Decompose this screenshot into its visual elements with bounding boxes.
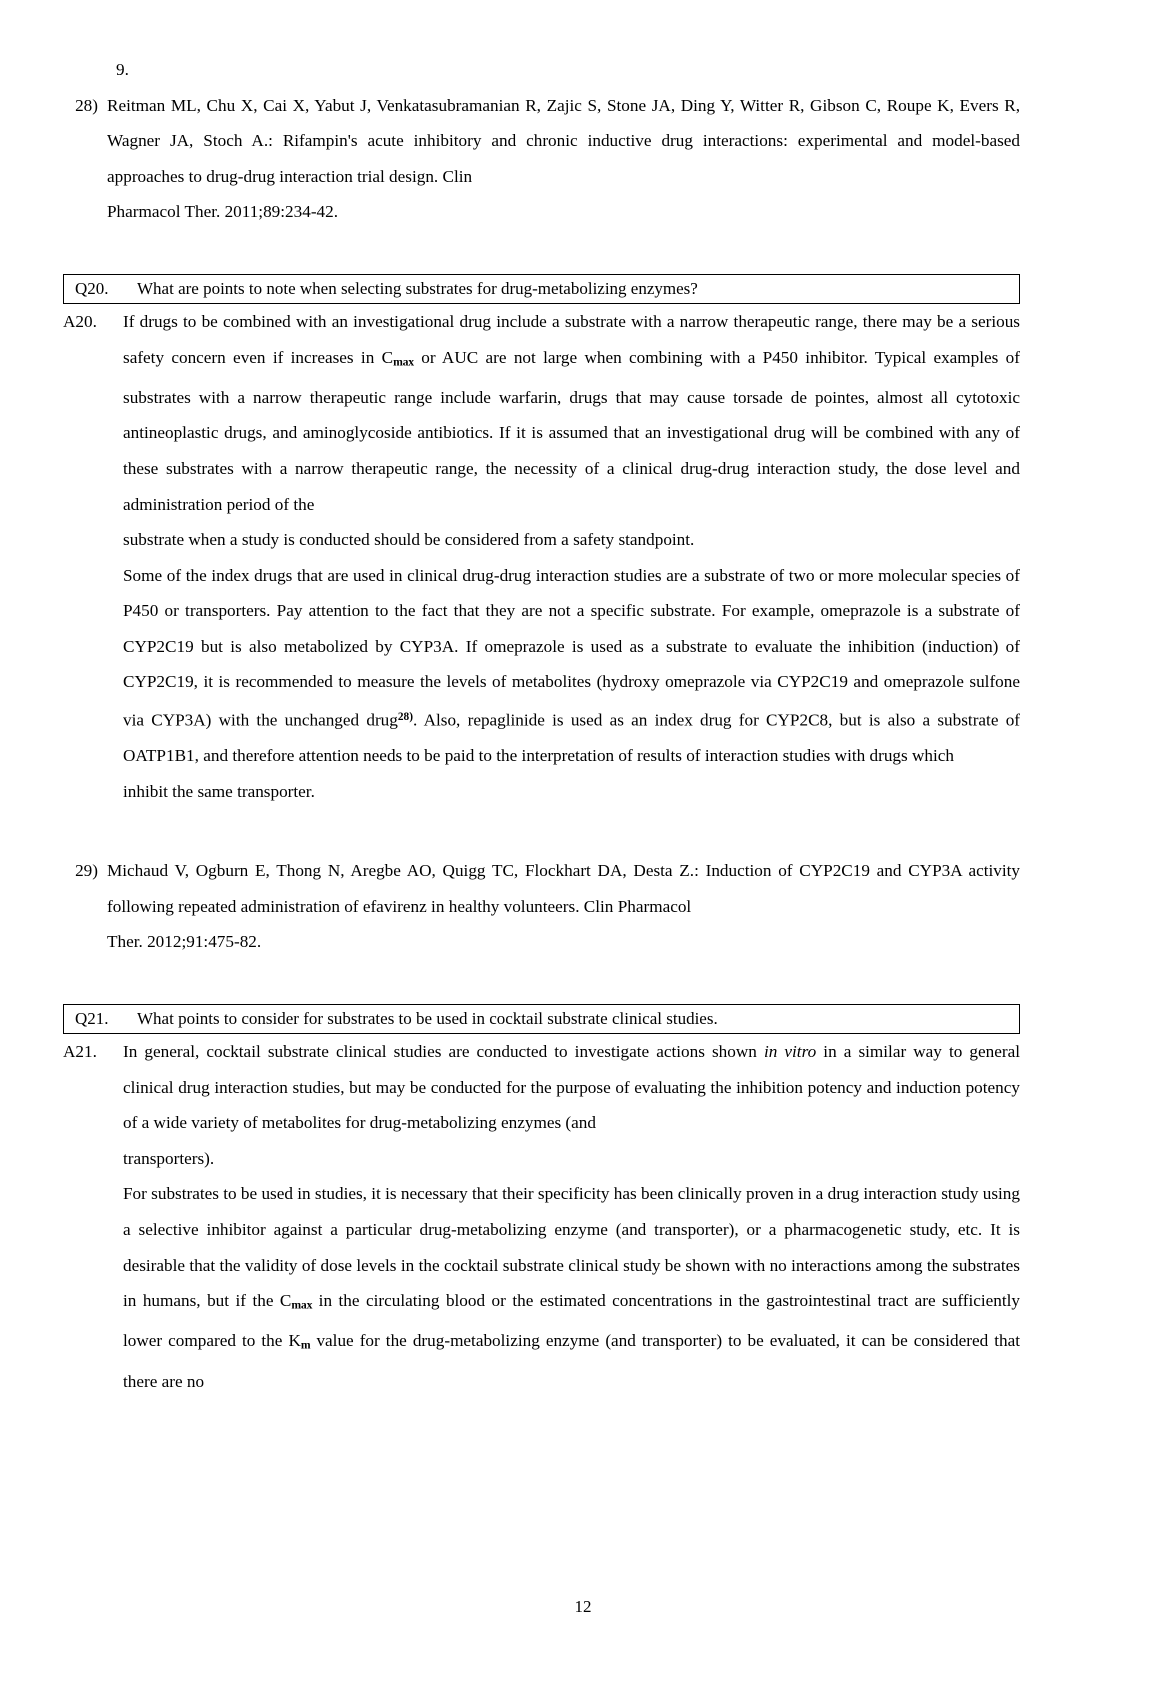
reference-entry-29	[63, 853, 1020, 960]
answer-paragraph: If drugs to be combined with an investigational drug include a substrate with a narrow therapeutic range, there may be a serious safety concern even if increases in $C_{max}$ or AUC are not large when combining with a P450 inhibitor. Typical examples of substrates with a narrow therapeutic range include warfarin, drugs that may cause torsade de pointes, almost all cytotoxic antineoplastic drugs, and aminoglycoside antibiotics. If it is assumed that an investigational drug will be combined with any of these substrates with a narrow therapeutic range, the necessity of a clinical drug-drug interaction study, the dose level and administration period of the substrate when a study is conducted should be considered from a safety standpoint.	[123, 304, 1020, 558]
question-box-q21	[63, 1004, 1020, 1034]
question-id: Q20.	[75, 278, 109, 298]
answer-paragraph-tail: transporters).	[123, 1148, 215, 1168]
citation-superscript-28: 28)	[397, 711, 413, 724]
spacer	[63, 960, 1020, 1004]
km-symbol: $K_m$	[288, 1331, 311, 1352]
reference-number: 29)	[75, 861, 98, 881]
answer-paragraph: In general, cocktail substrate clinical studies are conducted to investigate actions shown in vitro in a similar way to general clinical drug interaction studies, but may be conducted for the purpose of evaluating the inhibition potency and induction potency of a wide variety of metabolites for drug-metabolizing enzymes (and transporters).	[123, 1034, 1020, 1176]
answer-body	[123, 304, 1020, 809]
spacer	[63, 809, 1020, 853]
question-box-q20	[63, 274, 1020, 304]
answer-paragraph: For substrates to be used in studies, it is necessary that their specificity has been clinically proven in a drug interaction study using a selective inhibitor against a particular drug-metabolizing enzyme (and transporter), or a pharmacogenetic study, etc. It is desirable that the validity of dose levels in the cocktail substrate clinical study be shown with no interactions among the substrates in humans, but if the $C_{max}$ in the circulating blood or the estimated concentrations in the gastrointestinal tract are sufficiently lower compared to the $K_m$ value for the drug-metabolizing enzyme (and transporter) to be evaluated, it can be considered that there are no	[123, 1184, 1020, 1391]
answer-block-a21	[63, 1034, 1020, 1399]
reference-text: Reitman ML, Chu X, Cai X, Yabut J, Venkatasubramanian R, Zajic S, Stone JA, Ding Y, Witter R, Gibson C, Roupe K, Evers R, Wagner JA, Stoch A.: Rifampin's acute inhibitory and chronic inductive drug interactions: experimental and model-based approaches to drug-drug interaction trial design. Clin Pharmacol Ther. 2011;89:234-42.	[107, 88, 1020, 230]
reference-text-tail: Ther. 2012;91:475-82.	[107, 932, 262, 952]
cmax-symbol: $C_{max}$	[381, 347, 414, 369]
answer-id: A20.	[63, 311, 97, 331]
page-number: 12	[574, 1597, 592, 1616]
spacer	[63, 230, 1020, 274]
cmax-subscript: max	[393, 355, 414, 369]
answer-body	[123, 1034, 1020, 1399]
reference-orphan-fragment: 9.	[116, 60, 129, 79]
reference-entry-28	[63, 88, 1020, 230]
question-text: What are points to note when selecting substrates for drug-metabolizing enzymes?	[137, 278, 698, 298]
cmax-subscript: max	[291, 1298, 313, 1312]
page-content	[63, 52, 1020, 1399]
italic-term-in-vitro: in vitro	[763, 1042, 817, 1062]
km-subscript: m	[300, 1338, 311, 1352]
reference-text: Michaud V, Ogburn E, Thong N, Aregbe AO, Quigg TC, Flockhart DA, Desta Z.: Induction of CYP2C19 and CYP3A activity following repeated administration of efavirenz in healthy volunteers. Clin Pharmacol Ther. 2012;91:475-82.	[107, 853, 1020, 960]
reference-number: 28)	[75, 95, 98, 115]
answer-paragraph-tail: substrate when a study is conducted should be considered from a safety standpoint.	[123, 530, 695, 550]
answer-paragraph: Some of the index drugs that are used in clinical drug-drug interaction studies are a substrate of two or more molecular species of P450 or transporters. Pay attention to the fact that they are not a specific substrate. For example, omeprazole is a substrate of CYP2C19 but is also metabolized by CYP3A. If omeprazole is used as a substrate to evaluate the inhibition (induction) of CYP2C19, it is recommended to measure the levels of metabolites (hydroxy omeprazole via CYP2C19 and omeprazole sulfone via CYP3A) with the unchanged drug$^{28)}$. Also, repaglinide is used as an index drug for CYP2C8, but is also a substrate of OATP1B1, and therefore attention needs to be paid to the interpretation of results of interaction studies with drugs which inhibit the same transporter.	[123, 558, 1020, 810]
answer-block-a20	[63, 304, 1020, 809]
question-id: Q21.	[75, 1009, 109, 1029]
cmax-symbol: $C_{max}$	[279, 1291, 313, 1312]
reference-text-tail: Pharmacol Ther. 2011;89:234-42.	[107, 202, 339, 222]
answer-paragraph-tail: inhibit the same transporter.	[123, 781, 315, 801]
answer-id: A21.	[63, 1042, 97, 1062]
question-text: What points to consider for substrates to be used in cocktail substrate clinical studies.	[137, 1009, 718, 1029]
